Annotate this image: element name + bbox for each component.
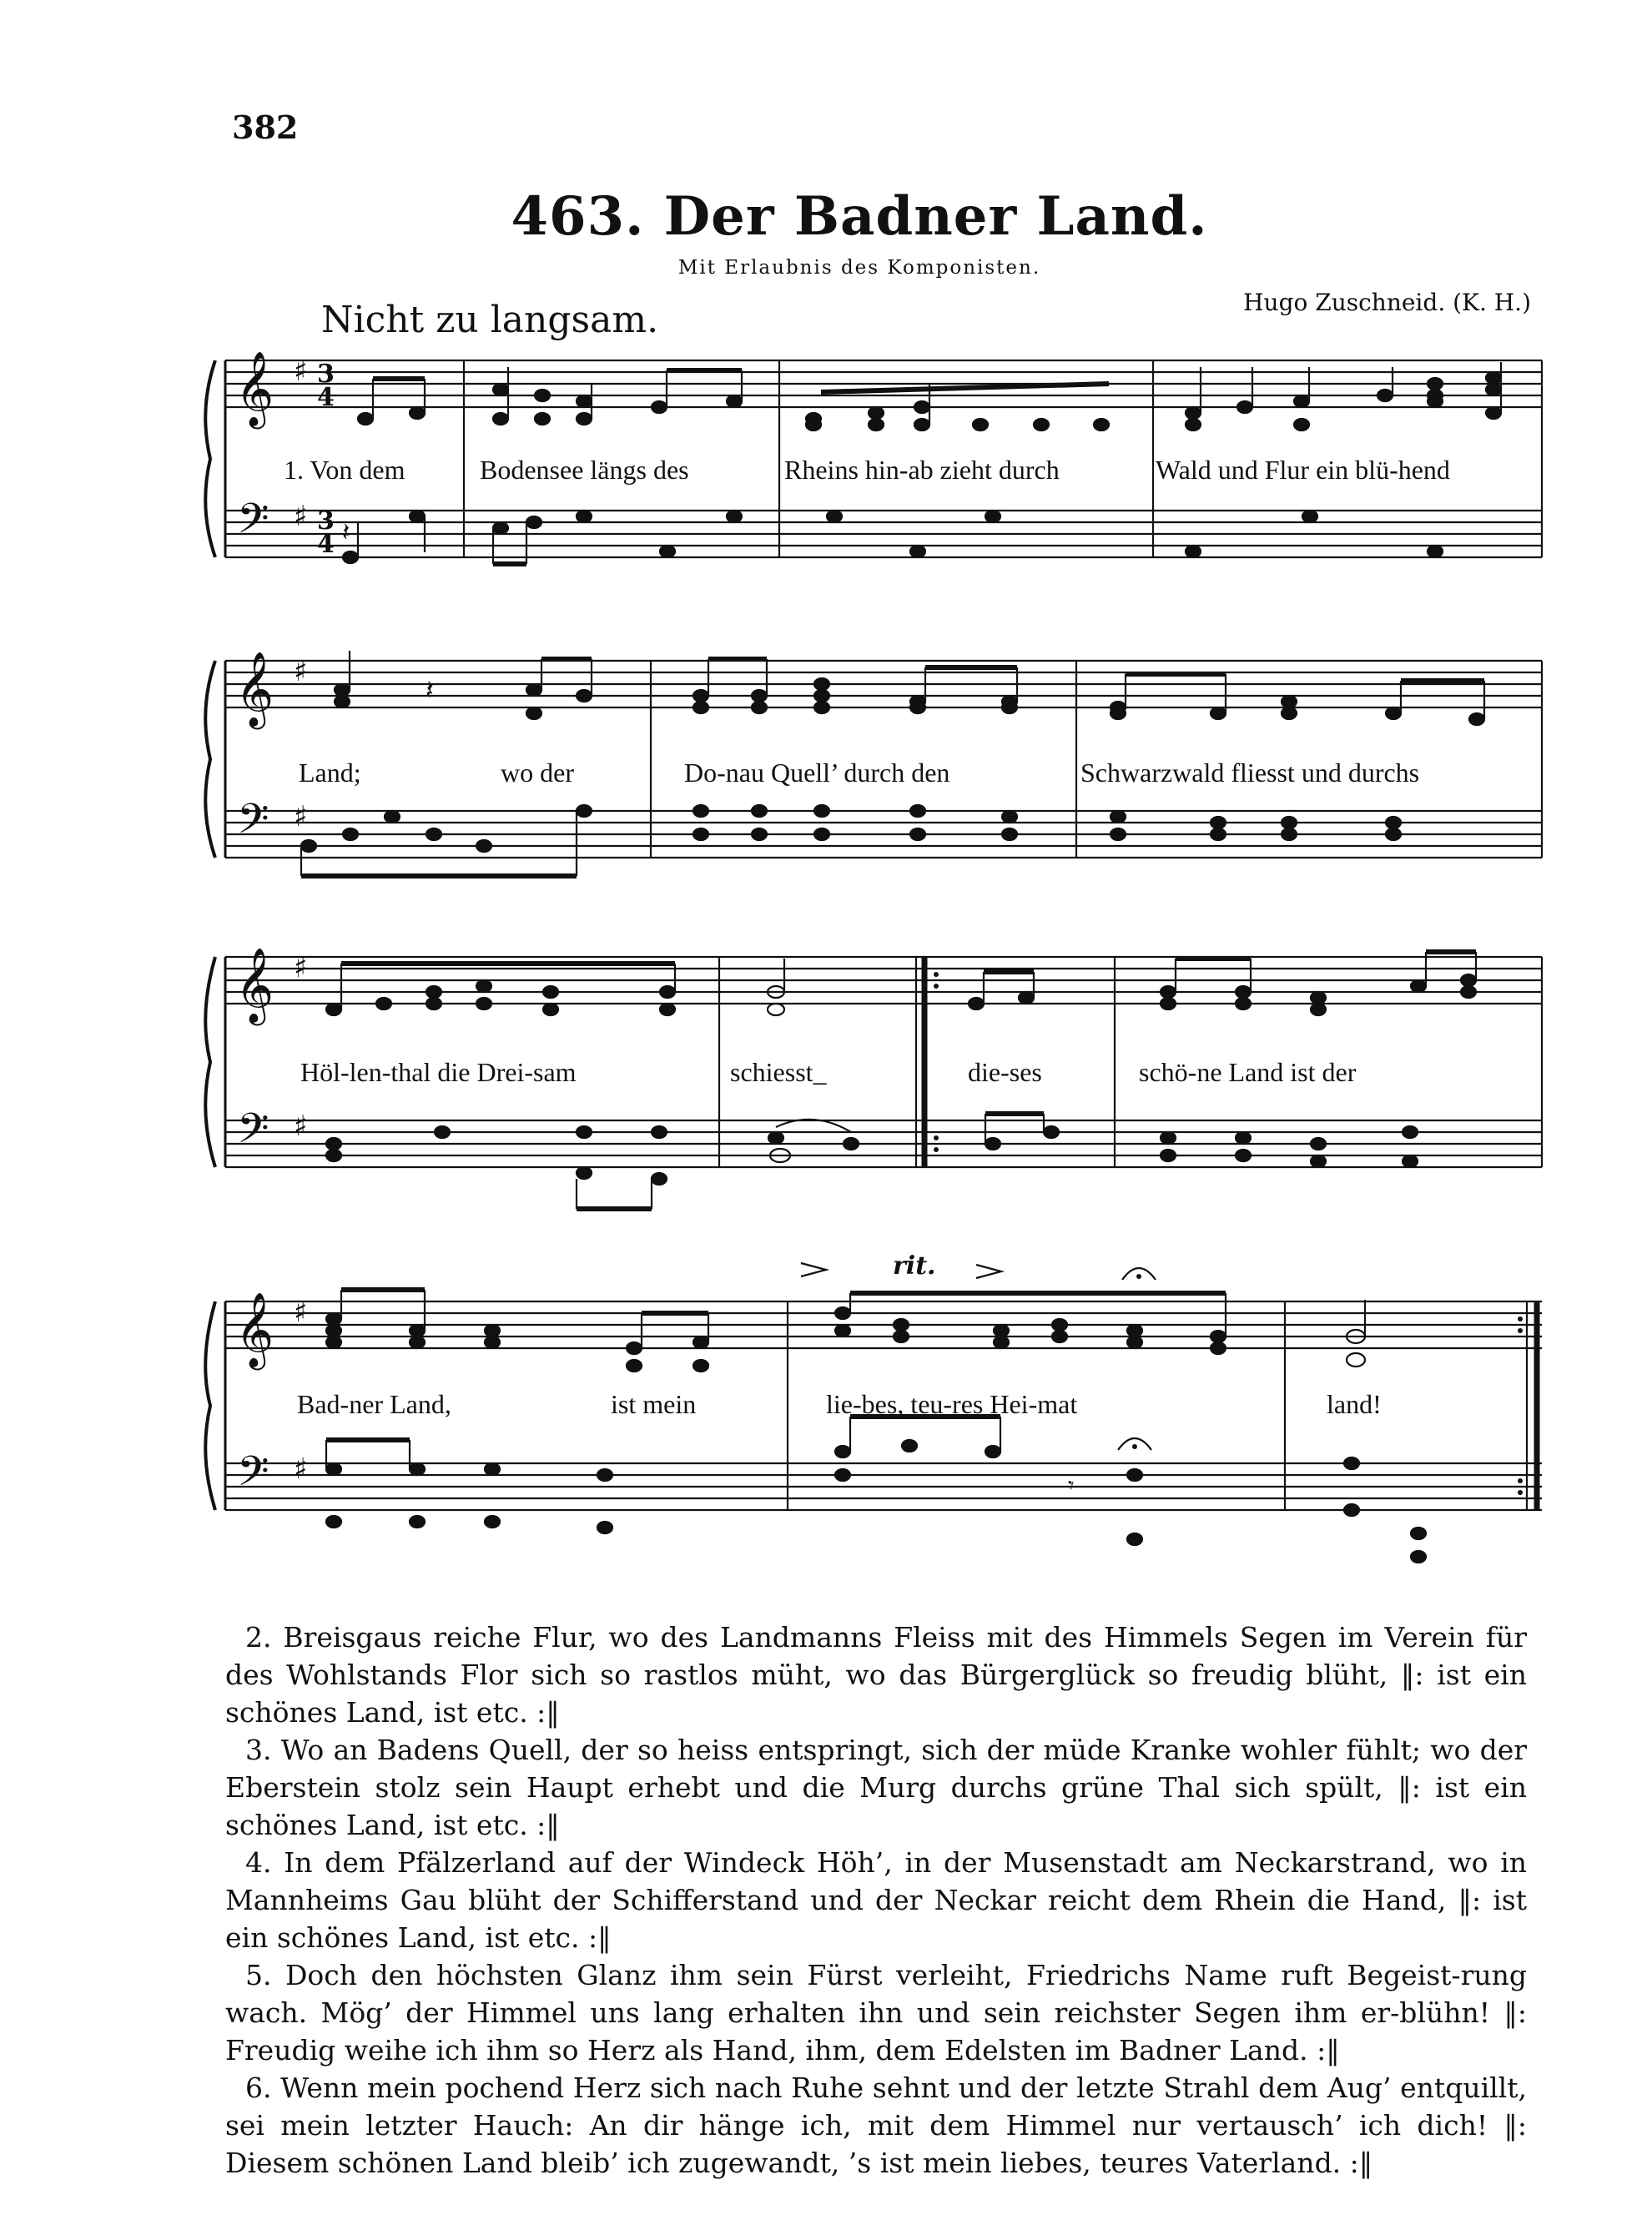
lyric-measure: schö-ne Land ist der: [1139, 1057, 1357, 1087]
lyric-measure: Do-nau Quell’ durch den: [684, 758, 950, 788]
verse-paragraph: [225, 1731, 1527, 1844]
svg-text:𝄽: 𝄽: [342, 518, 350, 547]
score-system-3: [0, 930, 1652, 1231]
lyric-measure: ist mein: [611, 1389, 697, 1419]
lyric-measure: land!: [1327, 1389, 1382, 1419]
lyric-measure: schiesst_: [730, 1057, 827, 1087]
verse-text: 4. In dem Pfälzerland auf der Windeck Höh’, in der Musenstadt am Neckarstrand, wo in Mannheims Gau blüht der Schifferstand und der Neckar reicht dem Rhein die Hand, ‖: ist ein schönes Land, ist etc. :‖: [225, 1846, 1527, 1954]
svg-text:4: 4: [317, 530, 335, 559]
verse-paragraph: [225, 2069, 1527, 2182]
lyric-measure: Schwarzwald fliesst und durchs: [1080, 758, 1420, 788]
svg-text:𝄞: 𝄞: [235, 351, 274, 426]
verse-text: 6. Wenn mein pochend Herz sich nach Ruhe sehnt und der letzte Strahl dem Aug’ entquillt, sei mein letzter Hauch: An dir hänge ich, mit dem Himmel nur vertausch’ ich dich! ‖: Diesem schönen Land bleib’ ich zugewandt, ’s ist mein liebes, teures Vaterland. :‖: [225, 2071, 1527, 2179]
lyric-measure: Bodensee längs des: [480, 455, 689, 485]
tempo-marking: Nicht zu langsam.: [321, 299, 659, 341]
verse-text: 2. Breisgaus reiche Flur, wo des Landmanns Fleiss mit des Himmels Segen im Verein für des Wohlstands Flor sich so rastlos müht, wo das Bürgerglück so freudig blüht, ‖: ist ein schönes Land, ist etc. :‖: [225, 1621, 1527, 1729]
svg-text:♯: ♯: [294, 355, 308, 388]
svg-text:𝄢: 𝄢: [237, 495, 269, 553]
lyric-measure: Land;: [299, 758, 361, 788]
song-title: 463. Der Badner Land.: [511, 185, 1208, 248]
lyric-measure: die-ses: [968, 1057, 1042, 1087]
verse-paragraph: [225, 1844, 1527, 1956]
svg-text:𝄽: 𝄽: [426, 674, 434, 706]
lyric-measure: wo der: [501, 758, 574, 788]
lyric-measure: Höl-len-thal die Drei-sam: [300, 1057, 577, 1087]
svg-text:𝄞: 𝄞: [235, 1292, 274, 1367]
score-system-4: [0, 1251, 1652, 1585]
lyric-measure: lie-bes, teu-res Hei-mat: [826, 1389, 1078, 1419]
verse-text: 3. Wo an Badens Quell, der so heiss entspringt, sich der müde Kranke wohler fühlt; wo der Eberstein stolz sein Haupt erhebt und die Murg durchs grüne Thal sich spült, ‖: ist ein schönes Land, ist etc. :‖: [225, 1734, 1527, 1841]
svg-text:𝄢: 𝄢: [237, 795, 269, 853]
svg-text:𝄾: 𝄾: [1068, 1472, 1075, 1499]
svg-text:𝄢: 𝄢: [237, 1105, 269, 1163]
svg-text:♯: ♯: [294, 951, 308, 984]
svg-text:3: 3: [317, 360, 335, 389]
svg-text:𝄢: 𝄢: [237, 1447, 269, 1506]
svg-text:3: 3: [317, 506, 335, 536]
verse-text-block: [225, 1618, 1527, 2182]
verse-paragraph: [225, 1956, 1527, 2069]
svg-text:♯: ♯: [294, 655, 308, 688]
permission-note: Mit Erlaubnis des Komponisten.: [677, 257, 1041, 279]
page-number: 382: [232, 108, 299, 146]
svg-text:♯: ♯: [294, 1110, 308, 1143]
svg-text:𝄞: 𝄞: [235, 652, 274, 727]
ritardando-marking: rit.: [893, 1251, 936, 1281]
verse-text: 5. Doch den höchsten Glanz ihm sein Fürst verleiht, Friedrichs Name ruft Begeist-rung wach. Mög’ der Himmel uns lang erhalten ihn und sein reichster Segen ihm er-blühn! ‖: Freudig weihe ich ihm so Herz als Hand, ihm, dem Edelsten im Badner Land. :‖: [225, 1959, 1527, 2066]
composer-credit: Hugo Zuschneid. (K. H.): [1243, 289, 1531, 316]
svg-text:♯: ♯: [294, 500, 308, 533]
lyric-measure: 1. Von dem: [284, 455, 405, 485]
lyric-measure: Bad-ner Land,: [297, 1389, 451, 1419]
svg-text:♯: ♯: [294, 1296, 308, 1329]
svg-text:♯: ♯: [294, 1452, 308, 1486]
verse-paragraph: [225, 1618, 1527, 1731]
svg-text:𝄞: 𝄞: [235, 948, 274, 1023]
svg-text:4: 4: [317, 383, 335, 412]
score-system-1: [0, 334, 1652, 609]
svg-text:♯: ♯: [294, 800, 308, 833]
lyric-measure: Wald und Flur ein blü-hend: [1156, 455, 1450, 485]
score-system-2: [0, 634, 1652, 901]
lyric-measure: Rheins hin-ab zieht durch: [784, 455, 1060, 485]
